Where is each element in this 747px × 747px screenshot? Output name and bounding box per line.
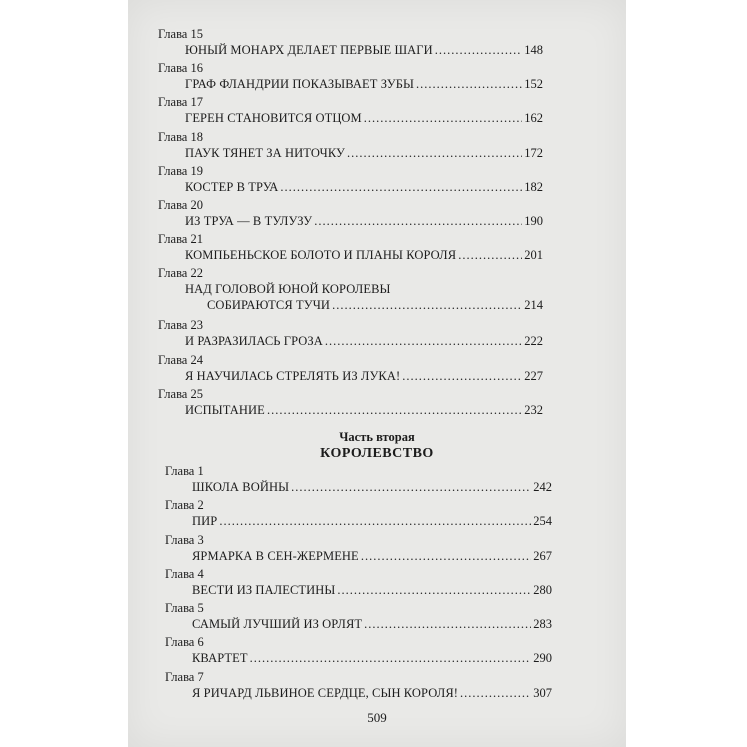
chapter-page: 190 (524, 213, 543, 228)
chapter-label: Глава 20 (158, 197, 203, 212)
chapter-title: ИСПЫТАНИЕ (185, 402, 265, 417)
toc-entry (158, 353, 543, 387)
toc-entry (165, 464, 552, 498)
chapter-page: 172 (524, 145, 543, 160)
chapter-label: Глава 2 (165, 498, 204, 513)
chapter-title: ГЕРЕН СТАНОВИТСЯ ОТЦОМ (185, 111, 362, 126)
chapter-label: Глава 19 (158, 163, 203, 178)
toc-entry (165, 670, 552, 704)
chapter-label: Глава 1 (165, 464, 204, 478)
toc-entry (158, 232, 543, 266)
chapter-page: 283 (533, 617, 552, 632)
leader-dots (364, 110, 523, 126)
leader-dots (361, 548, 531, 564)
chapter-title: ЮНЫЙ МОНАРХ ДЕЛАЕТ ПЕРВЫЕ ШАГИ (185, 43, 433, 57)
chapter-title: Я НАУЧИЛАСЬ СТРЕЛЯТЬ ИЗ ЛУКА! (185, 368, 401, 383)
chapter-page: 152 (524, 77, 543, 92)
toc-entry (158, 164, 543, 198)
chapter-page: 162 (524, 111, 543, 126)
toc-entry (165, 498, 552, 532)
chapter-page: 148 (524, 43, 543, 57)
chapter-page: 222 (524, 334, 543, 349)
chapter-label: Глава 6 (165, 635, 204, 650)
toc-entry (165, 533, 552, 567)
chapter-title: ШКОЛА ВОЙНЫ (192, 480, 290, 494)
leader-dots (402, 368, 522, 384)
chapter-page: 201 (524, 248, 543, 263)
chapter-page: 232 (524, 402, 543, 417)
toc-part-one (158, 27, 543, 421)
chapter-page: 307 (533, 685, 552, 700)
toc-entry (158, 27, 543, 61)
chapter-label: Глава 24 (158, 352, 203, 367)
chapter-page: 254 (533, 514, 552, 529)
chapter-title: НАД ГОЛОВОЙ ЮНОЙ КОРОЛЕВЫ (185, 282, 391, 297)
chapter-title-continued: СОБИРАЮТСЯ ТУЧИ (207, 298, 331, 313)
toc-entry (158, 266, 543, 318)
chapter-title: ПАУК ТЯНЕТ ЗА НИТОЧКУ (185, 145, 346, 160)
chapter-title: Я РИЧАРД ЛЬВИНОЕ СЕРДЦЕ, СЫН КОРОЛЯ! (192, 685, 459, 700)
chapter-label: Глава 3 (165, 532, 204, 547)
toc-entry (158, 61, 543, 95)
leader-dots (280, 179, 522, 195)
chapter-label: Глава 15 (158, 27, 203, 41)
chapter-title: КОМПЬЕНЬСКОЕ БОЛОТО И ПЛАНЫ КОРОЛЯ (185, 248, 457, 263)
leader-dots (267, 402, 522, 418)
leader-dots (416, 76, 522, 92)
chapter-title: ГРАФ ФЛАНДРИИ ПОКАЗЫВАЕТ ЗУБЫ (185, 77, 414, 92)
chapter-label: Глава 7 (165, 669, 204, 684)
toc-entry (158, 318, 543, 352)
toc-entry (165, 601, 552, 635)
leader-dots (332, 297, 522, 313)
leader-dots (337, 582, 531, 598)
chapter-title: ВЕСТИ ИЗ ПАЛЕСТИНЫ (192, 582, 336, 597)
leader-dots (460, 685, 531, 701)
toc-entry (165, 635, 552, 669)
chapter-label: Глава 21 (158, 232, 203, 247)
chapter-label: Глава 4 (165, 566, 204, 581)
leader-dots (458, 247, 522, 263)
leader-dots (250, 650, 532, 666)
chapter-label: Глава 17 (158, 95, 203, 110)
chapter-label: Глава 18 (158, 129, 203, 144)
leader-dots (219, 513, 531, 529)
chapter-title: ИЗ ТРУА — В ТУЛУЗУ (185, 213, 313, 228)
chapter-label: Глава 23 (158, 318, 203, 333)
toc-entry (165, 567, 552, 601)
toc-entry (158, 95, 543, 129)
chapter-label: Глава 25 (158, 386, 203, 401)
chapter-page: 182 (524, 179, 543, 194)
chapter-page: 267 (533, 548, 552, 563)
part-label: Часть вторая (339, 430, 415, 444)
chapter-page: 280 (533, 582, 552, 597)
toc-entry (158, 198, 543, 232)
page-number: 509 (367, 710, 387, 725)
leader-dots (347, 145, 522, 161)
chapter-title: И РАЗРАЗИЛАСЬ ГРОЗА (185, 334, 323, 349)
part-title: КОРОЛЕВСТВО (320, 446, 434, 461)
chapter-title: КОСТЕР В ТРУА (185, 179, 279, 194)
chapter-label: Глава 16 (158, 61, 203, 76)
leader-dots (314, 213, 522, 229)
chapter-title: САМЫЙ ЛУЧШИЙ ИЗ ОРЛЯТ (192, 617, 363, 632)
chapter-page: 214 (524, 298, 543, 313)
toc-entry (158, 130, 543, 164)
leader-dots (435, 42, 523, 58)
chapter-title: КВАРТЕТ (192, 651, 248, 666)
chapter-label: Глава 5 (165, 601, 204, 616)
chapter-page: 227 (524, 368, 543, 383)
leader-dots (364, 616, 531, 632)
chapter-title: ПИР (192, 514, 218, 529)
chapter-title: ЯРМАРКА В СЕН-ЖЕРМЕНЕ (192, 548, 359, 563)
chapter-page: 242 (533, 480, 552, 494)
leader-dots (325, 333, 522, 349)
leader-dots (291, 479, 531, 495)
chapter-label: Глава 22 (158, 266, 203, 281)
toc-entry (158, 387, 543, 421)
toc-part-two (165, 464, 552, 704)
chapter-page: 290 (533, 651, 552, 666)
